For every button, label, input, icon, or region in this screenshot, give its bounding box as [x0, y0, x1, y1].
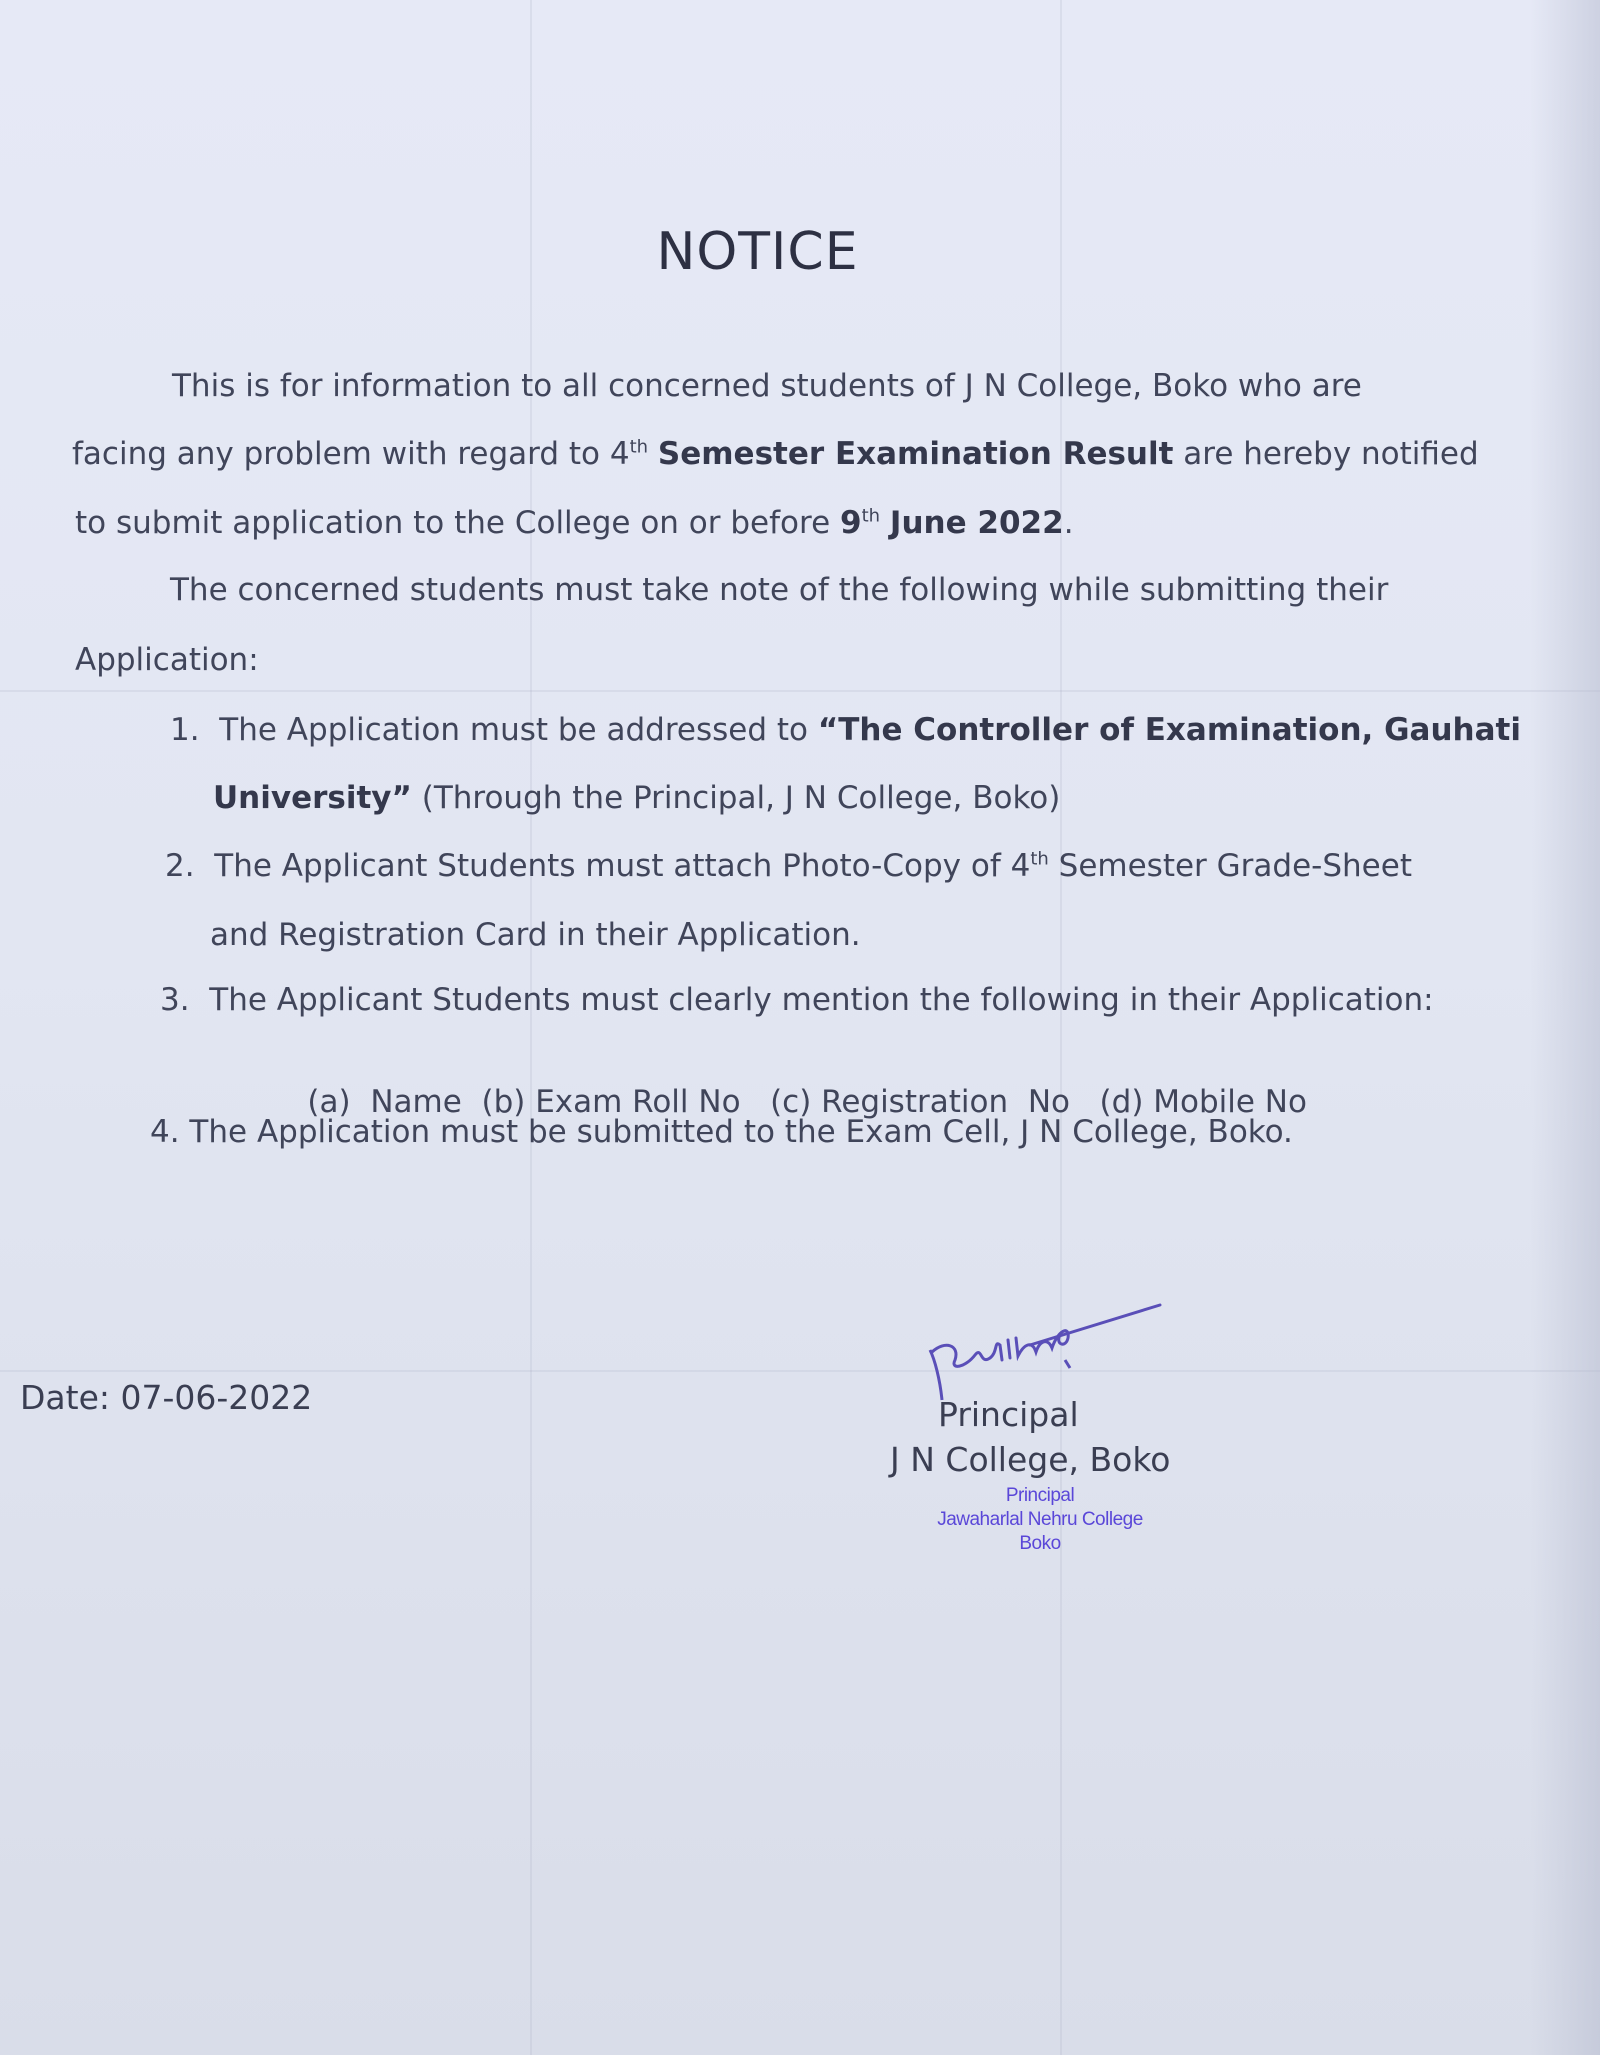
paper-fold — [530, 0, 532, 2055]
principal-stamp: Principal Jawaharlal Nehru College Boko — [937, 1485, 1143, 1554]
paper-fold — [1060, 0, 1062, 2055]
notice-date: Date: 07-06-2022 — [20, 1378, 313, 1417]
signature-image — [920, 1300, 1170, 1410]
para2-line1: The concerned students must take note of the following while submitting their — [170, 572, 1389, 608]
list-item-2-cont: and Registration Card in their Application. — [210, 917, 861, 953]
list-item-1: 1. The Application must be addressed to “The Controller of Examination, Gauhati — [170, 712, 1521, 748]
para1-line2: facing any problem with regard to 4th Semester Examination Result are hereby notified — [72, 436, 1479, 472]
list-item-4: 4. The Application must be submitted to the Exam Cell, J N College, Boko. — [150, 1114, 1293, 1150]
signatory-role: Principal — [938, 1395, 1079, 1434]
list-item-2: 2. The Applicant Students must attach Photo-Copy of 4th Semester Grade-Sheet — [165, 848, 1412, 884]
notice-title: NOTICE — [656, 222, 859, 282]
signatory-org: J N College, Boko — [890, 1440, 1171, 1479]
list-item-1-cont: University” (Through the Principal, J N College, Boko) — [213, 780, 1061, 816]
para2-line2: Application: — [75, 642, 259, 678]
list-item-3: 3. The Applicant Students must clearly mention the following in their Application: — [160, 982, 1434, 1018]
paper-fold — [0, 1370, 1600, 1372]
paper-fold — [0, 690, 1600, 692]
list-item-3-sub: (a) Name (b) Exam Roll No (c) Registration No (d) Mobile No — [307, 1084, 1307, 1120]
paper-edge-shadow — [1530, 0, 1600, 2055]
para1-line1: This is for information to all concerned students of J N College, Boko who are — [172, 368, 1362, 404]
para1-line3: to submit application to the College on or before 9th June 2022. — [75, 505, 1074, 541]
